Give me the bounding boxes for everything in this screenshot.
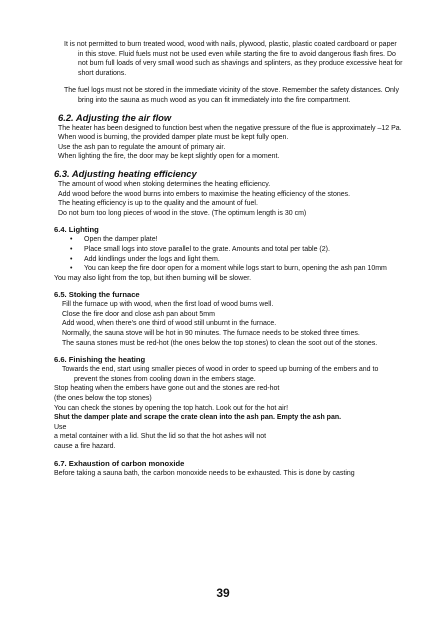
s63-line: Add wood before the wood burns into embers to maximise the heating efficiency of the stones. — [58, 190, 351, 198]
s66-line: a metal container with a lid. Shut the lid so that the hot ashes will not — [54, 433, 267, 441]
s63-line: The heating efficiency is up to the quality and the amount of fuel. — [58, 200, 258, 208]
page-number: 39 — [216, 586, 230, 600]
s63-line: Do not burn too long pieces of wood in the stove. (The optimum length is 30 cm) — [58, 209, 307, 217]
finishing-block — [54, 384, 403, 451]
bullet-glyph: • — [70, 236, 73, 244]
s65-line: Add wood, when there's one third of wood still unburnt in the furnace. — [62, 320, 277, 328]
s66-bold-instruction: Shut the damper plate and scrape the crate clean into the ash pan. Empty the ash pan. — [54, 414, 342, 422]
s65-line: Close the fire door and close ash pan about 5mm — [62, 310, 215, 318]
section-6-5-heading: 6.5. Stoking the furnace — [54, 290, 140, 300]
section-6-7-heading: 6.7. Exhaustion of carbon monoxide — [54, 458, 185, 468]
section-6-3-heading: 6.3. Adjusting heating efficiency — [54, 167, 197, 179]
s63-line: The amount of wood when stoking determines the heating efficiency. — [58, 180, 271, 188]
stoking-block — [62, 300, 403, 348]
s62-line: The heater has been designed to function best when the negative pressure of the flue is approximately –12 Pa. — [58, 124, 402, 132]
page-content — [54, 40, 403, 478]
list-item: • You can keep the fire door open for a moment while logs start to burn, opening the ash pan 10mm — [70, 265, 387, 273]
lighting-bullet-list — [58, 235, 403, 273]
s64-after: You may also light from the top, but ithen burning will be slower. — [54, 274, 252, 282]
s62-line: When wood is burning, the provided damper plate must be kept fully open. — [58, 134, 289, 142]
s67-paragraph: Before taking a sauna bath, the carbon monoxide needs to be exhausted. This is done by casting — [54, 469, 355, 477]
s62-line: Use the ash pan to regulate the amount of primary air. — [58, 143, 226, 151]
s66-paragraph: Towards the end, start using smaller pieces of wood in order to speed up burning of the embers and to prevent the stones from cooling down in the embers stage. — [62, 366, 379, 383]
intro-paragraph-1: It is not permitted to burn treated wood, wood with nails, plywood, plastic, plastic coated cardboard or paper in this stove. Fluid fuels must not be used even while starting the fire to avoid dangerous flash fires. Do not burn full loads of very small wood such as shavings and splinters, as they produce excessive heat for short durations. — [64, 41, 403, 77]
s66-line: Stop heating when the embers have gone out and the stones are red-hot — [54, 385, 280, 393]
s66-line: You can check the stones by opening the top hatch. Look out for the hot air! — [54, 404, 289, 412]
s66-line: cause a fire hazard. — [54, 443, 116, 450]
s65-line: The sauna stones must be red-hot (the ones below the top stones) to clean the soot out of the stones. — [62, 339, 378, 347]
intro-paragraph-2: The fuel logs must not be stored in the immediate vicinity of the stove. Remember the safety distances. Only bring into the sauna as much wood as you can fit immediately into the fire compartment. — [64, 87, 399, 104]
section-6-6-heading: 6.6. Finishing the heating — [54, 355, 146, 365]
bullet-glyph: • — [70, 265, 73, 273]
s65-line: Normally, the sauna stove will be hot in 90 minutes. The furnace needs to be stoked three times. — [62, 330, 360, 338]
s62-line: When lighting the fire, the door may be kept slightly open for a moment. — [58, 153, 280, 161]
list-item: • Add kindlings under the logs and light them. — [70, 255, 220, 263]
bullet-glyph: • — [70, 255, 73, 263]
s66-line: (the ones below the top stones) — [54, 395, 152, 403]
list-item: • Open the damper plate! — [70, 236, 158, 244]
bullet-glyph: • — [70, 245, 73, 253]
list-item: • Place small logs into stove parallel to the grate. Amounts and total per table (2). — [70, 245, 330, 253]
section-6-2-heading: 6.2. Adjusting the air flow — [58, 111, 172, 123]
s65-line: Fill the furnace up with wood, when the first load of wood burns well. — [62, 301, 274, 309]
section-6-4-heading: 6.4. Lighting — [54, 225, 99, 235]
s66-line: Use — [54, 423, 67, 431]
